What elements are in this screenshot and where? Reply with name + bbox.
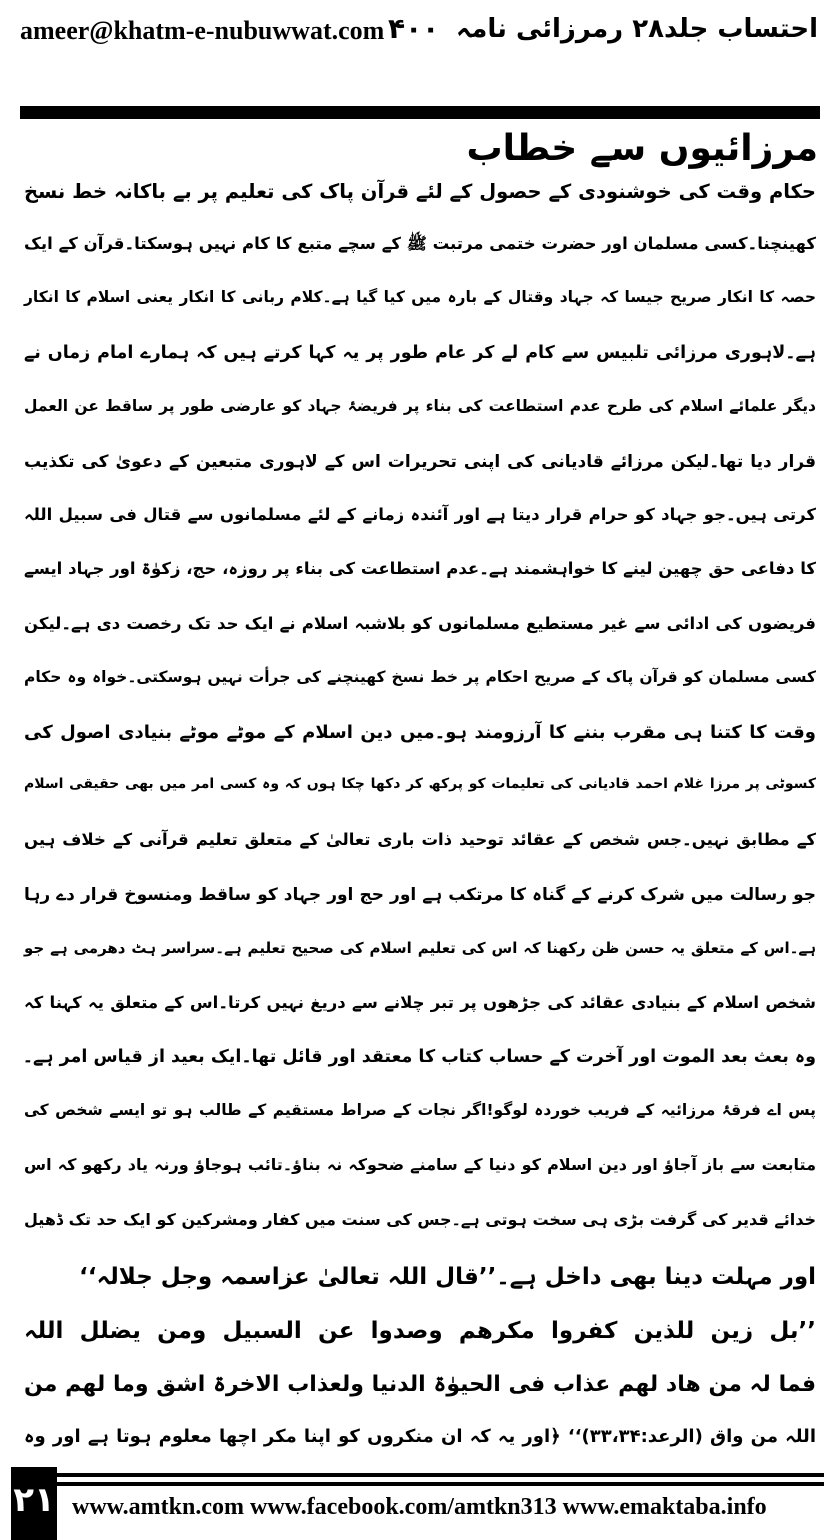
- header-book-title: احتساب جلد۲۸ رمرزائی نامہ: [456, 14, 818, 44]
- footer-links: www.amtkn.com www.facebook.com/amtkn313 www.emaktaba.info: [72, 1494, 767, 1520]
- text-line: دیگر علمائے اسلام کی طرح عدم استطاعت کی بناء پر فریضۂ جہاد کو عارضی طور پر ساقط عن العمل: [24, 396, 816, 415]
- text-line: اور مہلت دینا بھی داخل ہے۔’’قال اللہ تعالیٰ عزاسمہ وجل جلالہ‘‘: [79, 1263, 816, 1290]
- text-line: فریضوں کی ادائی سے غیر مستطیع مسلمانوں کو بلاشبہ اسلام نے ایک حد تک رخصت دی ہے۔لیکن: [24, 613, 816, 633]
- text-line: کھینچنا۔کسی مسلمان اور حضرت ختمی مرتبت ﷺ کے سچے متبع کا کام نہیں ہوسکتا۔قرآن کے ایک: [24, 234, 816, 254]
- footer-divider-thick: [57, 1473, 824, 1477]
- quran-verse-line: اللہ من واق (الرعد:۳۳،۳۴)‘‘ ﴿اور یہ کہ ان منکروں کو اپنا مکر اچھا معلوم ہوتا ہے اور وہ: [24, 1426, 816, 1448]
- text-line: کے مطابق نہیں۔جس شخص کے عقائد توحید ذات باری تعالیٰ کے متعلق تعلیم قرآنی کے خلاف ہیں: [24, 830, 816, 850]
- text-line: پس اے فرقۂ مرزائیہ کے فریب خوردہ لوگو!اگر نجات کے صراط مستقیم کے طالب ہو تو ایسے شخص کی: [24, 1101, 816, 1120]
- header-page-number: ۴۰۰: [388, 12, 440, 45]
- header-divider: [20, 106, 820, 119]
- text-line: کسوٹی پر مرزا غلام احمد قادیانی کی تعلیمات کو پرکھ کر دکھا چکا ہوں کہ وہ کسی امر میں بھی حقیقی اسلام: [24, 776, 816, 793]
- footer-divider-thin: [57, 1482, 824, 1486]
- text-line: ہے۔لاہوری مرزائی تلبیس سے کام لے کر عام طور پر یہ کہا کرتے ہیں کہ ہمارے امام زماں نے: [24, 342, 816, 363]
- text-line: حصہ کا انکار صریح جیسا کہ جہاد وقتال کے بارہ میں کیا گیا ہے۔کلام ربانی کا انکار یعنی اسلام کا انکار: [24, 288, 816, 307]
- quran-verse-line: فما لہ من ھاد لھم عذاب فی الحیوٰۃ الدنیا ولعذاب الاخرۃ اشق وما لھم من: [24, 1372, 816, 1398]
- section-title: مرزائیوں سے خطاب: [466, 128, 818, 169]
- text-line: وہ بعث بعد الموت اور آخرت کے حساب کتاب کا معتقد اور قائل تھا۔ایک بعید از قیاس امر ہے۔: [22, 1047, 816, 1067]
- text-line: قرار دیا تھا۔لیکن مرزائے قادیانی کی اپنی تحریرات اس کے لاہوری متبعین کے دعویٰ کی تکذیب: [24, 451, 816, 472]
- text-line: وقت کا کتنا ہی مقرب بننے کا آرزومند ہو۔میں دین اسلام کے موٹے موٹے بنیادی اصول کی: [24, 721, 816, 743]
- quran-verse-line: ’’بل زین للذین کفروا مکرھم وصدوا عن السبیل ومن یضلل اللہ: [24, 1317, 816, 1344]
- header-email: ameer@khatm-e-nubuwwat.com: [20, 16, 385, 45]
- text-line: شخص اسلام کے بنیادی عقائد کی جڑھوں پر تبر چلانے سے دریغ نہیں کرتا۔اس کے متعلق یہ کہنا کہ: [24, 992, 816, 1012]
- text-line: کسی مسلمان کو قرآن پاک کے صریح احکام پر خط نسخ کھینچنے کی جرأت نہیں ہوسکتی۔خواہ وہ حکام: [24, 667, 816, 686]
- text-line: جو رسالت میں شرک کرنے کے گناہ کا مرتکب ہے اور حج اور جہاد کو ساقط ومنسوخ قرار دے رہا: [24, 885, 816, 906]
- text-line: ہے۔اس کے متعلق یہ حسن ظن رکھنا کہ اس کی تعلیم اسلام کی صحیح تعلیم ہے۔سراسر ہٹ دھرمی ہے جو: [24, 938, 816, 957]
- footer-page-number: ۲۱: [11, 1467, 57, 1540]
- text-line: حکام وقت کی خوشنودی کے حصول کے لئے قرآن پاک کی تعلیم پر بے باکانہ خط نسخ: [24, 180, 816, 203]
- text-line: متابعت سے باز آجاؤ اور دین اسلام کو دنیا کے سامنے ضحوکہ نہ بناؤ۔تائب ہوجاؤ ورنہ یاد رکھو کہ اس: [24, 1155, 816, 1175]
- text-line: کا دفاعی حق چھین لینے کا خواہشمند ہے۔عدم استطاعت کی بناء پر روزہ، حج، زکوٰۃ اور جہاد ایسے: [24, 559, 816, 579]
- body-text: [24, 180, 816, 1481]
- text-line: خدائے قدیر کی گرفت بڑی ہی سخت ہوتی ہے۔جس کی سنت میں کفار ومشرکین کو ایک حد تک ڈھیل: [24, 1209, 816, 1229]
- text-line: کرتی ہیں۔جو جہاد کو حرام قرار دیتا ہے اور آئندہ زمانے کے لئے مسلمانوں سے قتال فی سبیل اللہ: [24, 505, 816, 525]
